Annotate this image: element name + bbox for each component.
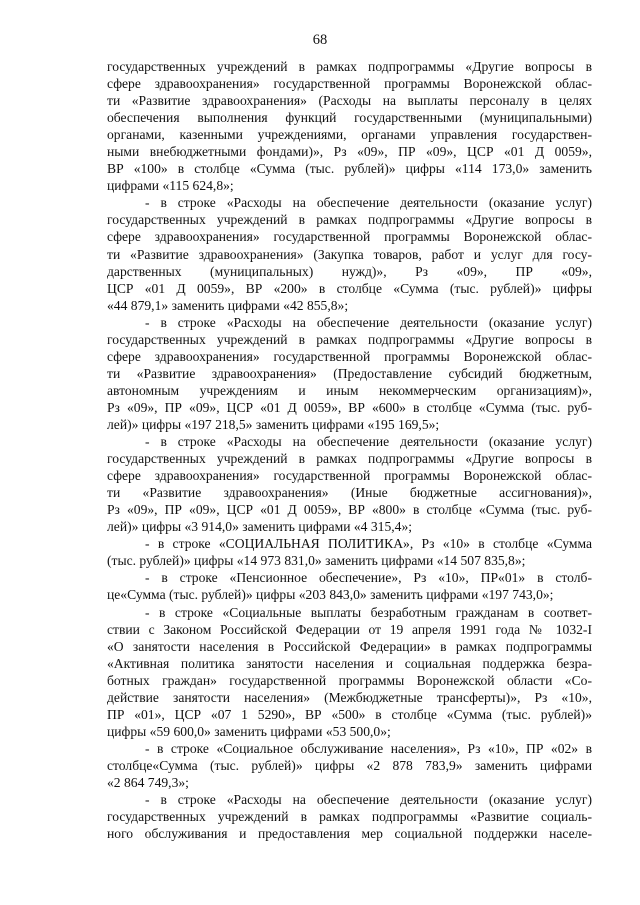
text-line: - в строке «Пенсионное обеспечение», Рз «10», ПР«01» в столб- [145,570,592,586]
text-line: - в строке «Расходы на обеспечение деятельности (оказание услуг) [145,434,592,450]
text-line: ЦСР «01 Д 0059», ВР «200» в столбце «Сумма (тыс. рублей)» цифры [107,280,592,296]
text-line: - в строке «Социальное обслуживание населения», Рз «10», ПР «02» в [145,740,592,756]
text-line: - в строке «Расходы на обеспечение деятельности (оказание услуг) [145,792,592,808]
text-line: сфере здравоохранения» государственной программы Воронежской облас- [107,468,592,484]
text-line: автономным учреждениям и иным некоммерческим организациям)», [107,382,592,398]
text-line: це«Сумма (тыс. рублей)» цифры «203 843,0» заменить цифрами «197 743,0»; [107,587,554,603]
text-line: «О занятости населения в Российской Федерации» в рамках подпрограммы [107,638,592,654]
text-line: сфере здравоохранения» государственной программы Воронежской облас- [107,348,592,364]
text-line: лей)» цифры «197 218,5» заменить цифрами «195 169,5»; [107,416,440,432]
text-line: государственных учреждений в рамках подпрограммы «Другие вопросы в [107,59,592,74]
text-line: «44 879,1» заменить цифрами «42 855,8»; [107,297,349,313]
text-line: (тыс. рублей)» цифры «14 973 831,0» заменить цифрами «14 507 835,8»; [107,553,526,569]
document-body [107,58,592,842]
text-line: ти «Развитие здравоохранения» (Расходы на выплаты персоналу в целях [107,93,592,109]
text-line: ВР «100» в столбце «Сумма (тыс. рублей)» цифры «114 173,0» заменить [107,161,592,177]
text-line: дарственных (муниципальных) нужд)», Рз «09», ПР «09», [107,263,592,279]
text-line: «2 864 749,3»; [107,774,189,790]
text-line: ного обслуживания и предоставления мер социальной поддержки населе- [107,826,592,842]
text-line: государственных учреждений в рамках подпрограммы «Развитие социаль- [107,809,592,825]
text-line: ти «Развитие здравоохранения» (Закупка товаров, работ и услуг для госу- [107,246,592,262]
text-line: государственных учреждений в рамках подпрограммы «Другие вопросы в [107,331,592,347]
text-line: «Активная политика занятости населения и социальная поддержка безра- [107,655,592,671]
text-line: ти «Развитие здравоохранения» (Предоставление субсидий бюджетным, [107,365,592,381]
text-line: столбце«Сумма (тыс. рублей)» цифры «2 878 783,9» заменить цифрами [107,757,592,773]
text-line: государственных учреждений в рамках подпрограммы «Другие вопросы в [107,451,592,467]
text-line: Рз «09», ПР «09», ЦСР «01 Д 0059», ВР «600» в столбце «Сумма (тыс. руб- [107,399,592,415]
text-line: - в строке «Расходы на обеспечение деятельности (оказание услуг) [145,314,592,330]
text-line: действие занятости населения» (Межбюджетные трансферты)», Рз «10», [107,689,592,705]
text-line: ПР «01», ЦСР «07 1 5290», ВР «500» в столбце «Сумма (тыс. рублей)» [107,706,592,722]
text-line: - в строке «Социальные выплаты безработным гражданам в соответ- [145,604,592,620]
text-line: ти «Развитие здравоохранения» (Иные бюджетные ассигнования)», [107,485,592,501]
text-line: ботных граждан» государственной программы Воронежской области «Со- [107,672,592,688]
text-line: органами, казенными учреждениями, органами управления государствен- [107,127,592,143]
text-line: ствии с Законом Российской Федерации от 19 апреля 1991 года № 1032-I [107,621,592,637]
text-line: цифрами «115 624,8»; [107,178,234,194]
text-line: сфере здравоохранения» государственной программы Воронежской облас- [107,229,592,245]
text-line: лей)» цифры «3 914,0» заменить цифрами «4 315,4»; [107,519,413,535]
text-line: цифры «59 600,0» заменить цифрами «53 500,0»; [107,723,391,739]
text-line: сфере здравоохранения» государственной программы Воронежской облас- [107,76,592,92]
text-line: обеспечения выполнения функций государственными (муниципальными) [107,110,592,126]
text-line: - в строке «СОЦИАЛЬНАЯ ПОЛИТИКА», Рз «10» в столбце «Сумма [145,536,592,552]
text-line: государственных учреждений в рамках подпрограммы «Другие вопросы в [107,212,592,228]
text-line: ными внебюджетными фондами)», Рз «09», ПР «09», ЦСР «01 Д 0059», [107,144,592,160]
text-line: Рз «09», ПР «09», ЦСР «01 Д 0059», ВР «800» в столбце «Сумма (тыс. руб- [107,502,592,518]
page-number: 68 [312,32,328,48]
text-line: - в строке «Расходы на обеспечение деятельности (оказание услуг) [145,195,592,211]
